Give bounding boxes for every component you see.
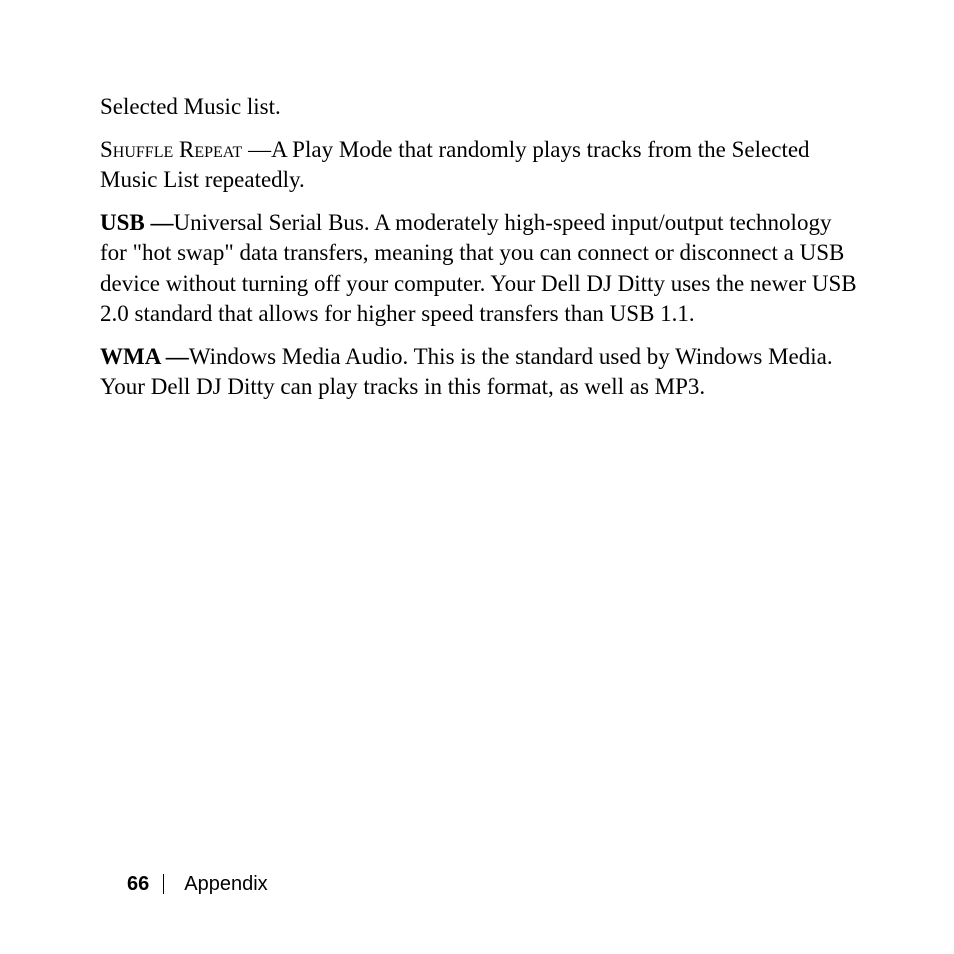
footer-divider xyxy=(163,874,164,894)
glossary-entry-usb xyxy=(100,208,860,330)
glossary-term: USB — xyxy=(100,209,174,235)
glossary-content xyxy=(100,92,860,415)
glossary-definition: A Play Mode that randomly plays tracks from the Selected Music List repeatedly. xyxy=(100,136,810,192)
glossary-continuation xyxy=(100,92,860,123)
glossary-definition: Universal Serial Bus. A moderately high-speed input/output technology for "hot swap" data transfers, meaning that you can connect or disconnect a USB device without turning off your computer. Your Dell DJ Ditty uses the newer USB 2.0 standard that allows for higher speed transfers than USB 1.1. xyxy=(100,209,857,326)
glossary-entry-shuffle-repeat xyxy=(100,135,860,196)
glossary-entry-wma xyxy=(100,342,860,403)
page-footer xyxy=(127,871,268,897)
footer-section-title: Appendix xyxy=(184,873,268,895)
page-number: 66 xyxy=(127,873,150,895)
glossary-definition: Windows Media Audio. This is the standard used by Windows Media. Your Dell DJ Ditty can play tracks in this format, as well as MP3. xyxy=(100,343,833,399)
glossary-term: Shuffle Repeat — xyxy=(100,136,272,162)
continuation-text: Selected Music list. xyxy=(100,94,281,119)
glossary-term: WMA — xyxy=(100,343,189,369)
